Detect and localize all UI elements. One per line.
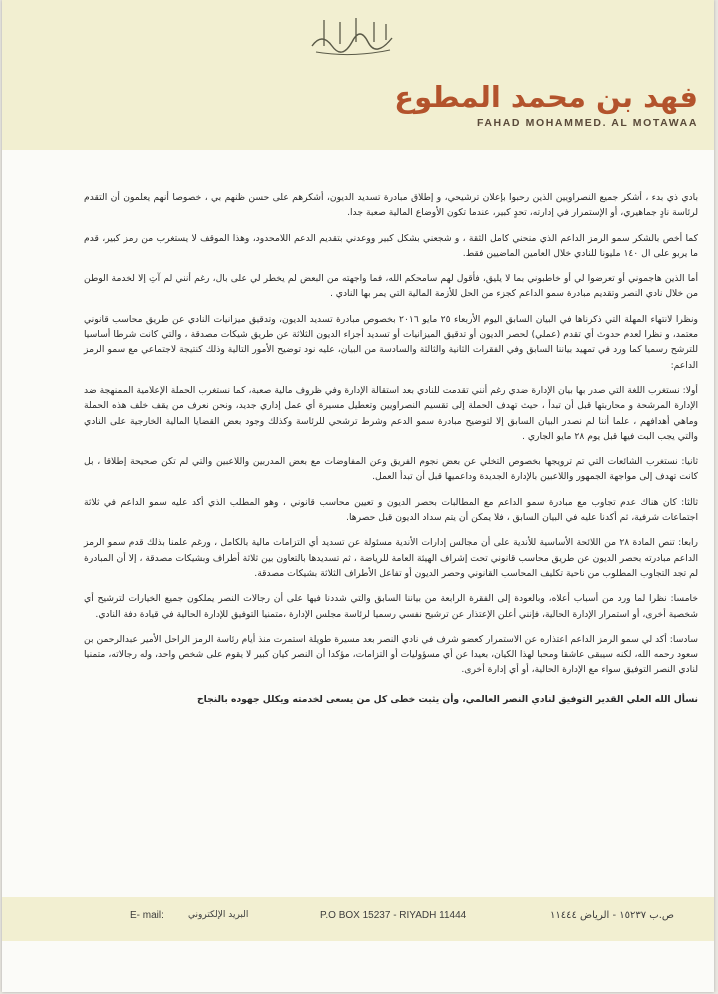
footer-address-arabic: ص.ب ١٥٢٣٧ - الرياض ١١٤٤٤ [549,910,674,921]
footer-pobox-english: P.O BOX 15237 - RIYADH 11444 [320,910,467,921]
paragraph-thanks: كما أخص بالشكر سمو الرمز الداعم الذي منحني كامل الثقة ، و شجعني بشكل كبير ووعدني بتقديم الدعم اللامحدود، وهذا الموقف لا يستغرب من رمز كبير، قدم ما يربو على ال ١٤٠ مليونا للنادي خلال العامين الماضيين فقط. [84,232,698,259]
calligraphy-strokes [302,12,402,60]
paragraph-fifth: خامسا: نظرا لما ورد من أسباب أعلاه، وبالعودة إلى الفقرة الرابعة من بياننا السابق والتي شددنا فيها على أن رجالات النصر يملكون جميع الخيارات لترشيح أي شخصية أخرى، أو استمرار الإدارة الحالية، فإنني أعلن الإعتذار عن ترشيح نفسي رسميا لرئاسة مجلس الإدارة ،متمنيا التوفيق للإدارة الحالية في قيادة دفة النادي. [84,593,698,620]
letterhead-name-arabic: فهد بن محمد المطوع [394,80,698,114]
footer-email-arabic: البريد الإلكتروني [188,910,249,920]
closing-statement: نسأل الله العلي القدير التوفيق لنادي النصر العالمي، وأن يثبت خطى كل من يسعى لخدمته ويكلل جهوده بالنجاح [197,693,698,705]
basmala-calligraphy [302,12,402,60]
paragraph-third: ثالثا: كان هناك عدم تجاوب مع مبادرة سمو الداعم مع المطالبات بحصر الديون و تعيين محاسب قانوني ، وهو المطلب الذي أكد عليه سمو الداعم في ثلاثة اجتماعات شرفية، ثم أكدنا عليه في البيان السابق ، فلا يمكن أن يتم سداد الديون قبل حصرها. [84,496,698,524]
paragraph-deadline: ونظرا لانتهاء المهلة التي ذكرناها في البيان السابق اليوم الأربعاء ٢٥ مايو ٢٠١٦ بخصوص مبادرة تسديد الديون، وتدقيق ميزانيات النادي عن طريق محاسب قانوني معتمد، و نظرا لعدم حدوث أي تقدم (عملي) لحصر الديون أو تدقيق الميزانيات أو تسديد أجزاء الديون الثلاثة عن طريق شيكات مصدقة ، والتي كانت شرطا أساسيا للترشح رسميا كما ورد في تمهيد بياننا السابق وفي الفقرات الثانية والثالثة والسادسة من البيان، عليه نود توضيح الأمور التالية وذلك كنتيجة لاجتماعي مع سمو الرمز الداعم: [84,313,698,371]
footer-email-label: E- mail: [130,910,164,921]
letter-body [84,190,698,717]
paragraph-sixth: سادسا: أكد لي سمو الرمز الداعم اعتذاره عن الاستمرار كعضو شرف في نادي النصر بعد مسيرة طويلة استمرت منذ أيام رئاسة الرمز الراحل الأمير عبدالرحمن بن سعود رحمه الله، لكنه سيبقى عاشقا ومحبا لهذا الكيان، بعيدا عن أي مسؤوليات أو التزامات، مؤكدا أن النصر كيان كبير لا يقوم على شخص واحد، وله رجالاته، متمنيا لنادي النصر التوفيق سواء مع الإدارة الحالية، أو أي إدارة أخرى. [84,633,698,676]
paragraph-first: أولا: نستغرب اللغة التي صدر بها بيان الإدارة ضدي رغم أنني تقدمت للنادي بعد استقالة الإدارة وفي ظروف مالية صعبة، كما نستغرب الحملة الإعلامية الممنهجة ضد الإدارة المرشحة و محاربتها قبل أن تبدأ ، حيث تهدف الحملة إلى تقسيم النصراويين وتعطيل مسيرة أي عمل إداري جديد، ونحن نعرف من يقف خلف هذه الحملة وماهي أهدافهم ، علما أننا لم نصدر البيان السابق إلا لتوضيح مبادرة سمو الدعم وشرط ترشحي للرئاسة وكذلك وجود بعض القضايا المالية الخارجية على النادي والتي يجب البت فيها قبل يوم ٢٨ مايو الجاري . [84,384,698,442]
paragraph-second: ثانيا: نستغرب الشائعات التي تم ترويجها بخصوص التخلي عن بعض نجوم الفريق وعن المفاوضات مع بعض المدربين واللاعبين والتي لم تكن صحيحة إطلاقا ، بل كانت تهدف إلى مواجهة الجمهور واللاعبين بالإدارة الجديدة وداعميها قبل أن تبدأ العمل. [84,456,698,483]
paragraph-fourth: رابعا: تنص المادة ٢٨ من اللائحة الأساسية للأندية على أن مجالس إدارات الأندية مسئولة عن تسديد أي التزامات مالية بالكامل ، ورغم علمنا بذلك قدم سمو الرمز الداعم مبادرته بحصر الديون عن طريق محاسب قانوني تحت إشراف الهيئة العامة للرياضة ، ثم تسديدها بالتعاون بين ثلاثة أطراف وبشيكات مصدقة ، إلا أن المبادرة لم تجد التجاوب المطلوب من ناحية تكليف المحاسب القانوني وحصر الديون أو تفاعل الأطراف الثلاثة بشيكات مصدقة. [84,537,698,579]
paragraph-critics: أما الذين هاجموني أو تعرضوا لي أو خاطبوني بما لا يليق، فأقول لهم سامحكم الله، فما واجهته من البعض لم يخطر لي على بال، رغم أنني لم آتِ إلا لخدمة الوطن من خلال نادي النصر وتقديم مبادرة سمو الداعم كجزء من الحل للأزمة المالية التي يمر بها النادي . [84,273,698,300]
letterhead-band [2,0,714,150]
paragraph-intro: بادي ذي بدء ، أشكر جميع النصراويين الذين رحبوا بإعلان ترشيحي، و إطلاق مبادرة تسديد الديون، أشكرهم على حسن ظنهم بي ، خصوصا أنهم يعلمون أن التقدم لرئاسة نادٍ جماهيري، أو الإستمرار في إدارته، تحدٍ كبير، عندما تكون الأوضاع المالية صعبة جدا. [84,192,698,219]
letter-sheet [2,0,714,992]
footer-band [2,897,714,941]
letterhead-name-english: FAHAD MOHAMMED. AL MOTAWAA [476,117,698,129]
